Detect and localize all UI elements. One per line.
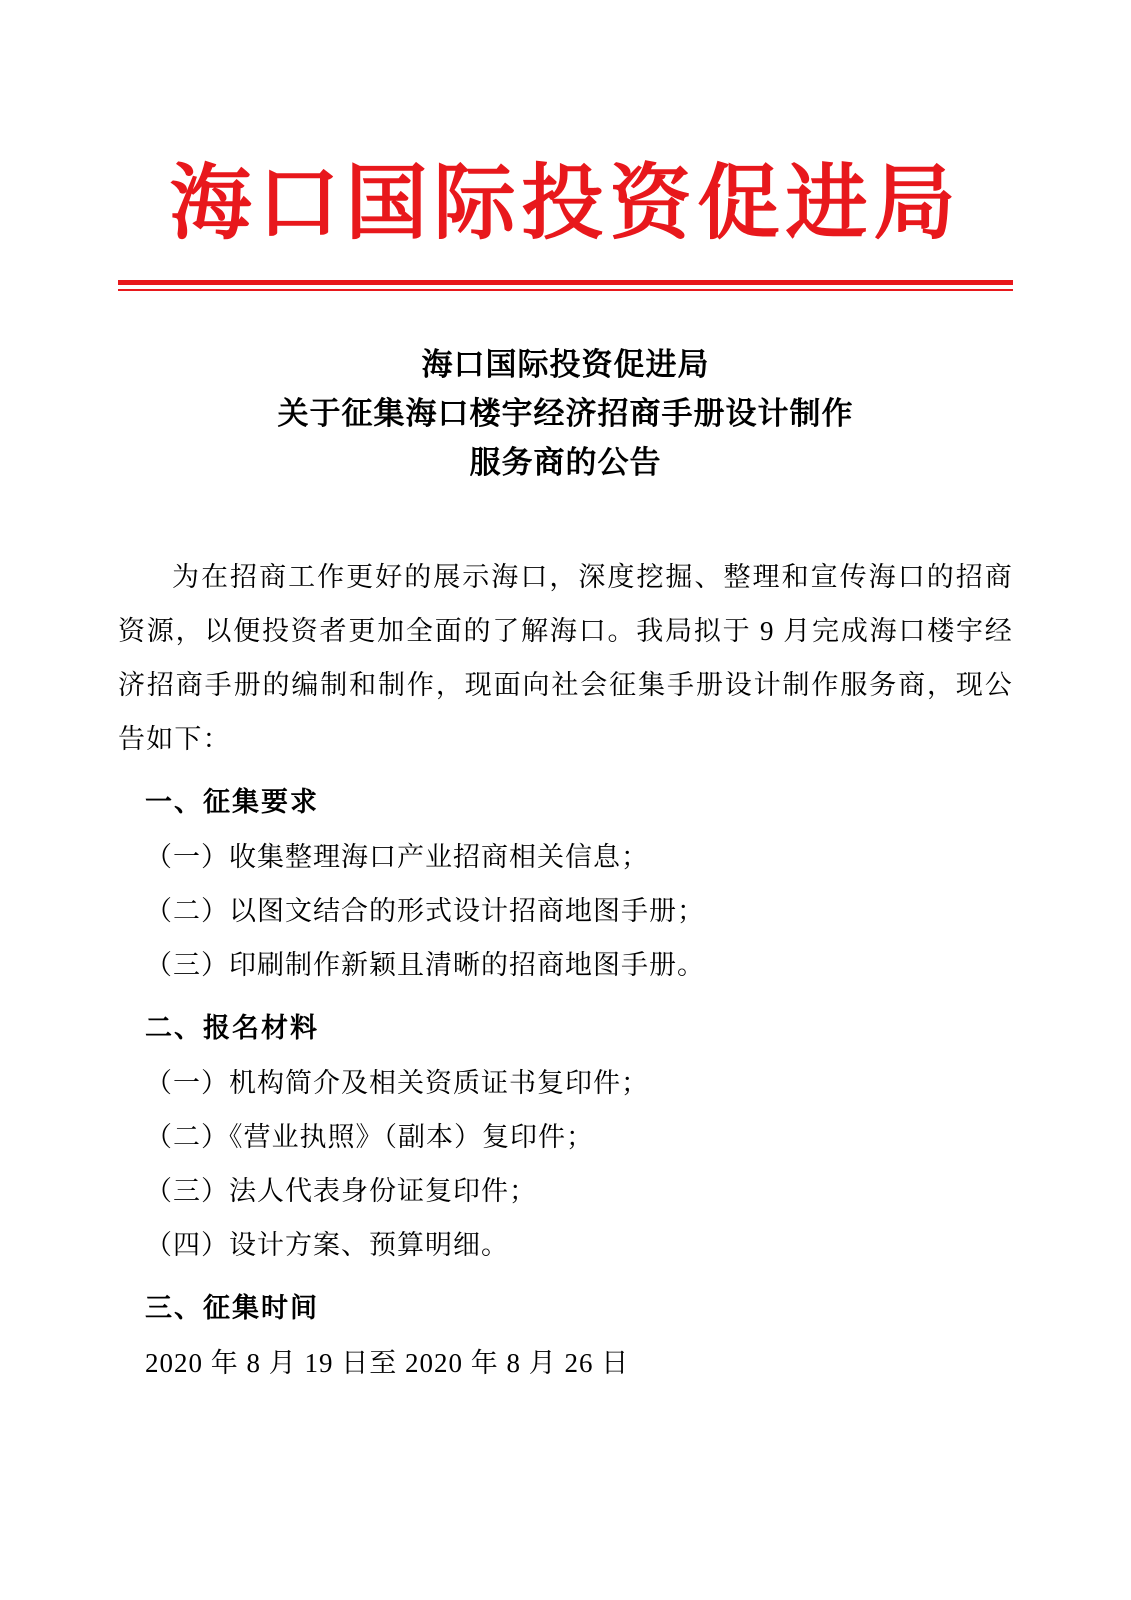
section-3-item-1: 2020 年 8 月 19 日至 2020 年 8 月 26 日 — [145, 1348, 630, 1378]
document-body — [118, 550, 1013, 1390]
masthead-divider — [118, 280, 1013, 291]
masthead-divider-thin — [118, 289, 1013, 291]
section-2-item-2: （二）《营业执照》（副本）复印件； — [145, 1122, 594, 1152]
intro-paragraph: 为在招商工作更好的展示海口，深度挖掘、整理和宣传海口的招商资源，以便投资者更加全面的了解海口。我局拟于 9 月完成海口楼宇经济招商手册的编制和制作，现面向社会征集手册设计制作服务商，现公告如下： — [118, 562, 1013, 754]
section-heading-1: 一、征集要求 — [145, 787, 319, 818]
section-2-item-1: （一）机构简介及相关资质证书复印件； — [145, 1068, 649, 1098]
section-2-item-4: （四）设计方案、预算明细。 — [145, 1230, 509, 1260]
section-heading-3: 三、征集时间 — [145, 1293, 319, 1324]
section-2-item-3: （三）法人代表身份证复印件； — [145, 1176, 537, 1206]
document-title — [118, 341, 1013, 488]
document-title-line-2: 关于征集海口楼宇经济招商手册设计制作 — [277, 396, 854, 433]
section-1-item-1: （一）收集整理海口产业招商相关信息； — [145, 842, 649, 872]
masthead-organization-title: 海口国际投资促进局 — [169, 155, 962, 251]
masthead — [118, 0, 1013, 291]
section-heading-2: 二、报名材料 — [145, 1013, 319, 1044]
document-title-line-3: 服务商的公告 — [469, 445, 662, 482]
section-1-item-3: （三）印刷制作新颖且清晰的招商地图手册。 — [145, 950, 705, 980]
section-1-item-2: （二）以图文结合的形式设计招商地图手册； — [145, 896, 705, 926]
document-title-line-1: 海口国际投资促进局 — [421, 347, 710, 384]
